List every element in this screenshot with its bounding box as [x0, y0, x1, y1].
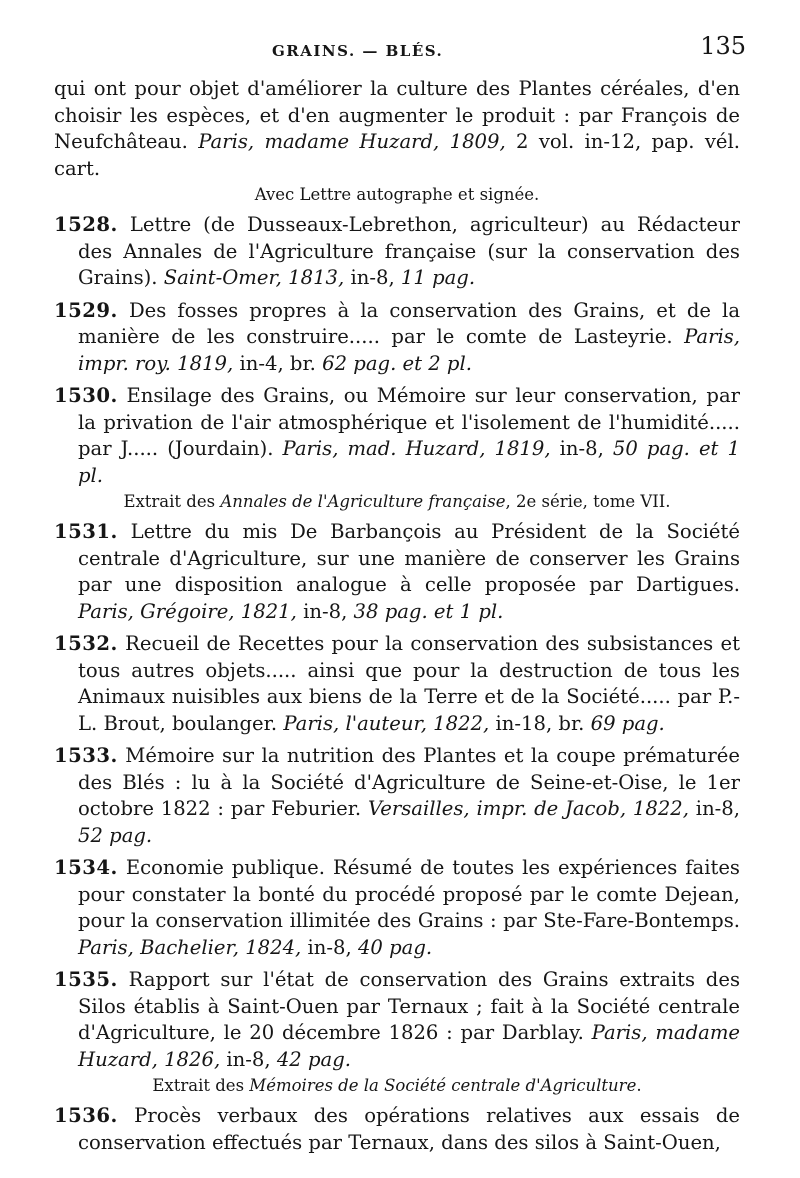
entry-format: in-8, [695, 797, 740, 820]
entry-number: 1531. [54, 520, 118, 543]
entry-imprint: Paris, madame Huzard, 1826, [78, 1021, 741, 1071]
entry-number: 1532. [54, 632, 118, 655]
note-suffix: , 2e série, tome VII. [505, 492, 671, 511]
entry-1535 [54, 967, 740, 1073]
entry-pages: 50 pag. et 1 pl. [78, 437, 740, 487]
entry-number: 1534. [54, 856, 118, 879]
entry-text: Lettre (de Dusseaux-Lebrethon, agriculteur) au Rédacteur des Annales de l'Agriculture française (sur la conservation des Grains). [78, 213, 740, 289]
entry-imprint: Versailles, impr. de Jacob, 1822, [367, 797, 689, 820]
entry-format: in-8, [350, 266, 395, 289]
entry-1530 [54, 383, 740, 489]
entry-number: 1536. [54, 1104, 118, 1127]
entry-text: Des fosses propres à la conservation des Grains, et de la manière de les construire..... par le comte de Lasteyrie. [78, 298, 740, 348]
entry-text: Recueil de Recettes pour la conservation des subsistances et tous autres objets..... ainsi que pour la destruction de tous les Animaux nuisibles aux biens de la Terre et de la Société..... par P.-L. Brout, boulanger. [78, 632, 740, 735]
entry-imprint: Paris, impr. roy. 1819, [78, 325, 740, 375]
entry-format: in-8, [303, 599, 348, 623]
note-suffix: . [636, 1076, 642, 1095]
entry-pages: 69 pag. [590, 711, 665, 735]
intro-imprint: Paris, madame Huzard, 1809, [198, 130, 506, 153]
entry-imprint: Paris, Bachelier, 1824, [78, 935, 302, 959]
entry-number: 1533. [54, 744, 118, 767]
intro-paragraph [54, 76, 740, 182]
entry-imprint: Paris, Grégoire, 1821, [78, 599, 297, 623]
entry-format: in-8, [307, 935, 352, 959]
running-title: GRAINS. — BLÉS. [272, 42, 444, 60]
entry-text: Economie publique. Résumé de toutes les expériences faites pour constater la bonté du procédé proposé par le comte Dejean, pour la conservation illimitée des Grains : par Ste-Fare-Bontemps. [78, 856, 740, 932]
entry-number: 1529. [54, 298, 118, 322]
entry-format: in-4, br. [239, 351, 316, 375]
entry-pages: 38 pag. et 1 pl. [353, 599, 504, 623]
intro-tail: 2 vol. in-12, pap. vél. cart. [54, 130, 740, 180]
entry-1528 [54, 212, 740, 292]
entry-format: in-18, br. [495, 711, 585, 735]
entry-number: 1535. [54, 968, 118, 991]
entry-pages: 11 pag. [400, 266, 476, 289]
note-prefix: Extrait des [123, 492, 216, 511]
note-title: Annales de l'Agriculture française [220, 492, 506, 511]
entry-text: Procès verbaux des opérations relatives aux essais de conservation effectués par Ternaux, dans des silos à Saint-Ouen, [78, 1104, 740, 1154]
entry-text: Rapport sur l'état de conservation des Grains extraits des Silos établis à Saint-Ouen par Ternaux ; fait à la Société centrale d'Agriculture, le 20 décembre 1826 : par Darblay. [78, 968, 740, 1044]
entry-pages: 42 pag. [276, 1047, 351, 1071]
entry-1532 [54, 631, 740, 737]
entry-number: 1530. [54, 384, 118, 407]
entry-text: Mémoire sur la nutrition des Plantes et la coupe prématurée des Blés : lu à la Société d'Agriculture de Seine-et-Oise, le 1er octobre 1822 : par Feburier. [78, 744, 740, 820]
entry-format: in-8, [559, 437, 604, 460]
note-annales [54, 491, 740, 513]
entry-number: 1528. [54, 213, 118, 236]
entry-1533 [54, 743, 740, 849]
note-title: Mémoires de la Société centrale d'Agriculture [249, 1076, 637, 1095]
entry-pages: 62 pag. et 2 pl. [322, 351, 472, 375]
page-header [54, 32, 746, 76]
entry-text: Lettre du mis De Barbançois au Président de la Société centrale d'Agriculture, sur une manière de conserver les Grains par une disposition analogue à celle proposée par Dartigues. [78, 520, 740, 596]
entry-imprint: Paris, mad. Huzard, 1819, [282, 437, 551, 460]
note-memoires [54, 1075, 740, 1097]
page-number: 135 [700, 32, 746, 60]
intro-text: qui ont pour objet d'améliorer la culture des Plantes céréales, d'en choisir les espèces, et d'en augmenter le produit : par François de Neufchâteau. [54, 77, 740, 153]
entry-imprint: Paris, l'auteur, 1822, [283, 711, 490, 735]
entry-imprint: Saint-Omer, 1813, [163, 266, 345, 289]
entry-pages: 40 pag. [357, 935, 433, 959]
entry-format: in-8, [226, 1047, 271, 1071]
note-prefix: Extrait des [152, 1076, 245, 1095]
entry-1534 [54, 855, 740, 961]
entry-1536 [54, 1103, 740, 1156]
entry-pages: 52 pag. [78, 823, 153, 847]
entry-1531 [54, 519, 740, 625]
entry-text: Ensilage des Grains, ou Mémoire sur leur conservation, par la privation de l'air atmosphérique et l'isolement de l'humidité..... par J..... (Jourdain). [78, 384, 740, 460]
entry-1529 [54, 298, 740, 378]
intro-note: Avec Lettre autographe et signée. [254, 185, 540, 204]
